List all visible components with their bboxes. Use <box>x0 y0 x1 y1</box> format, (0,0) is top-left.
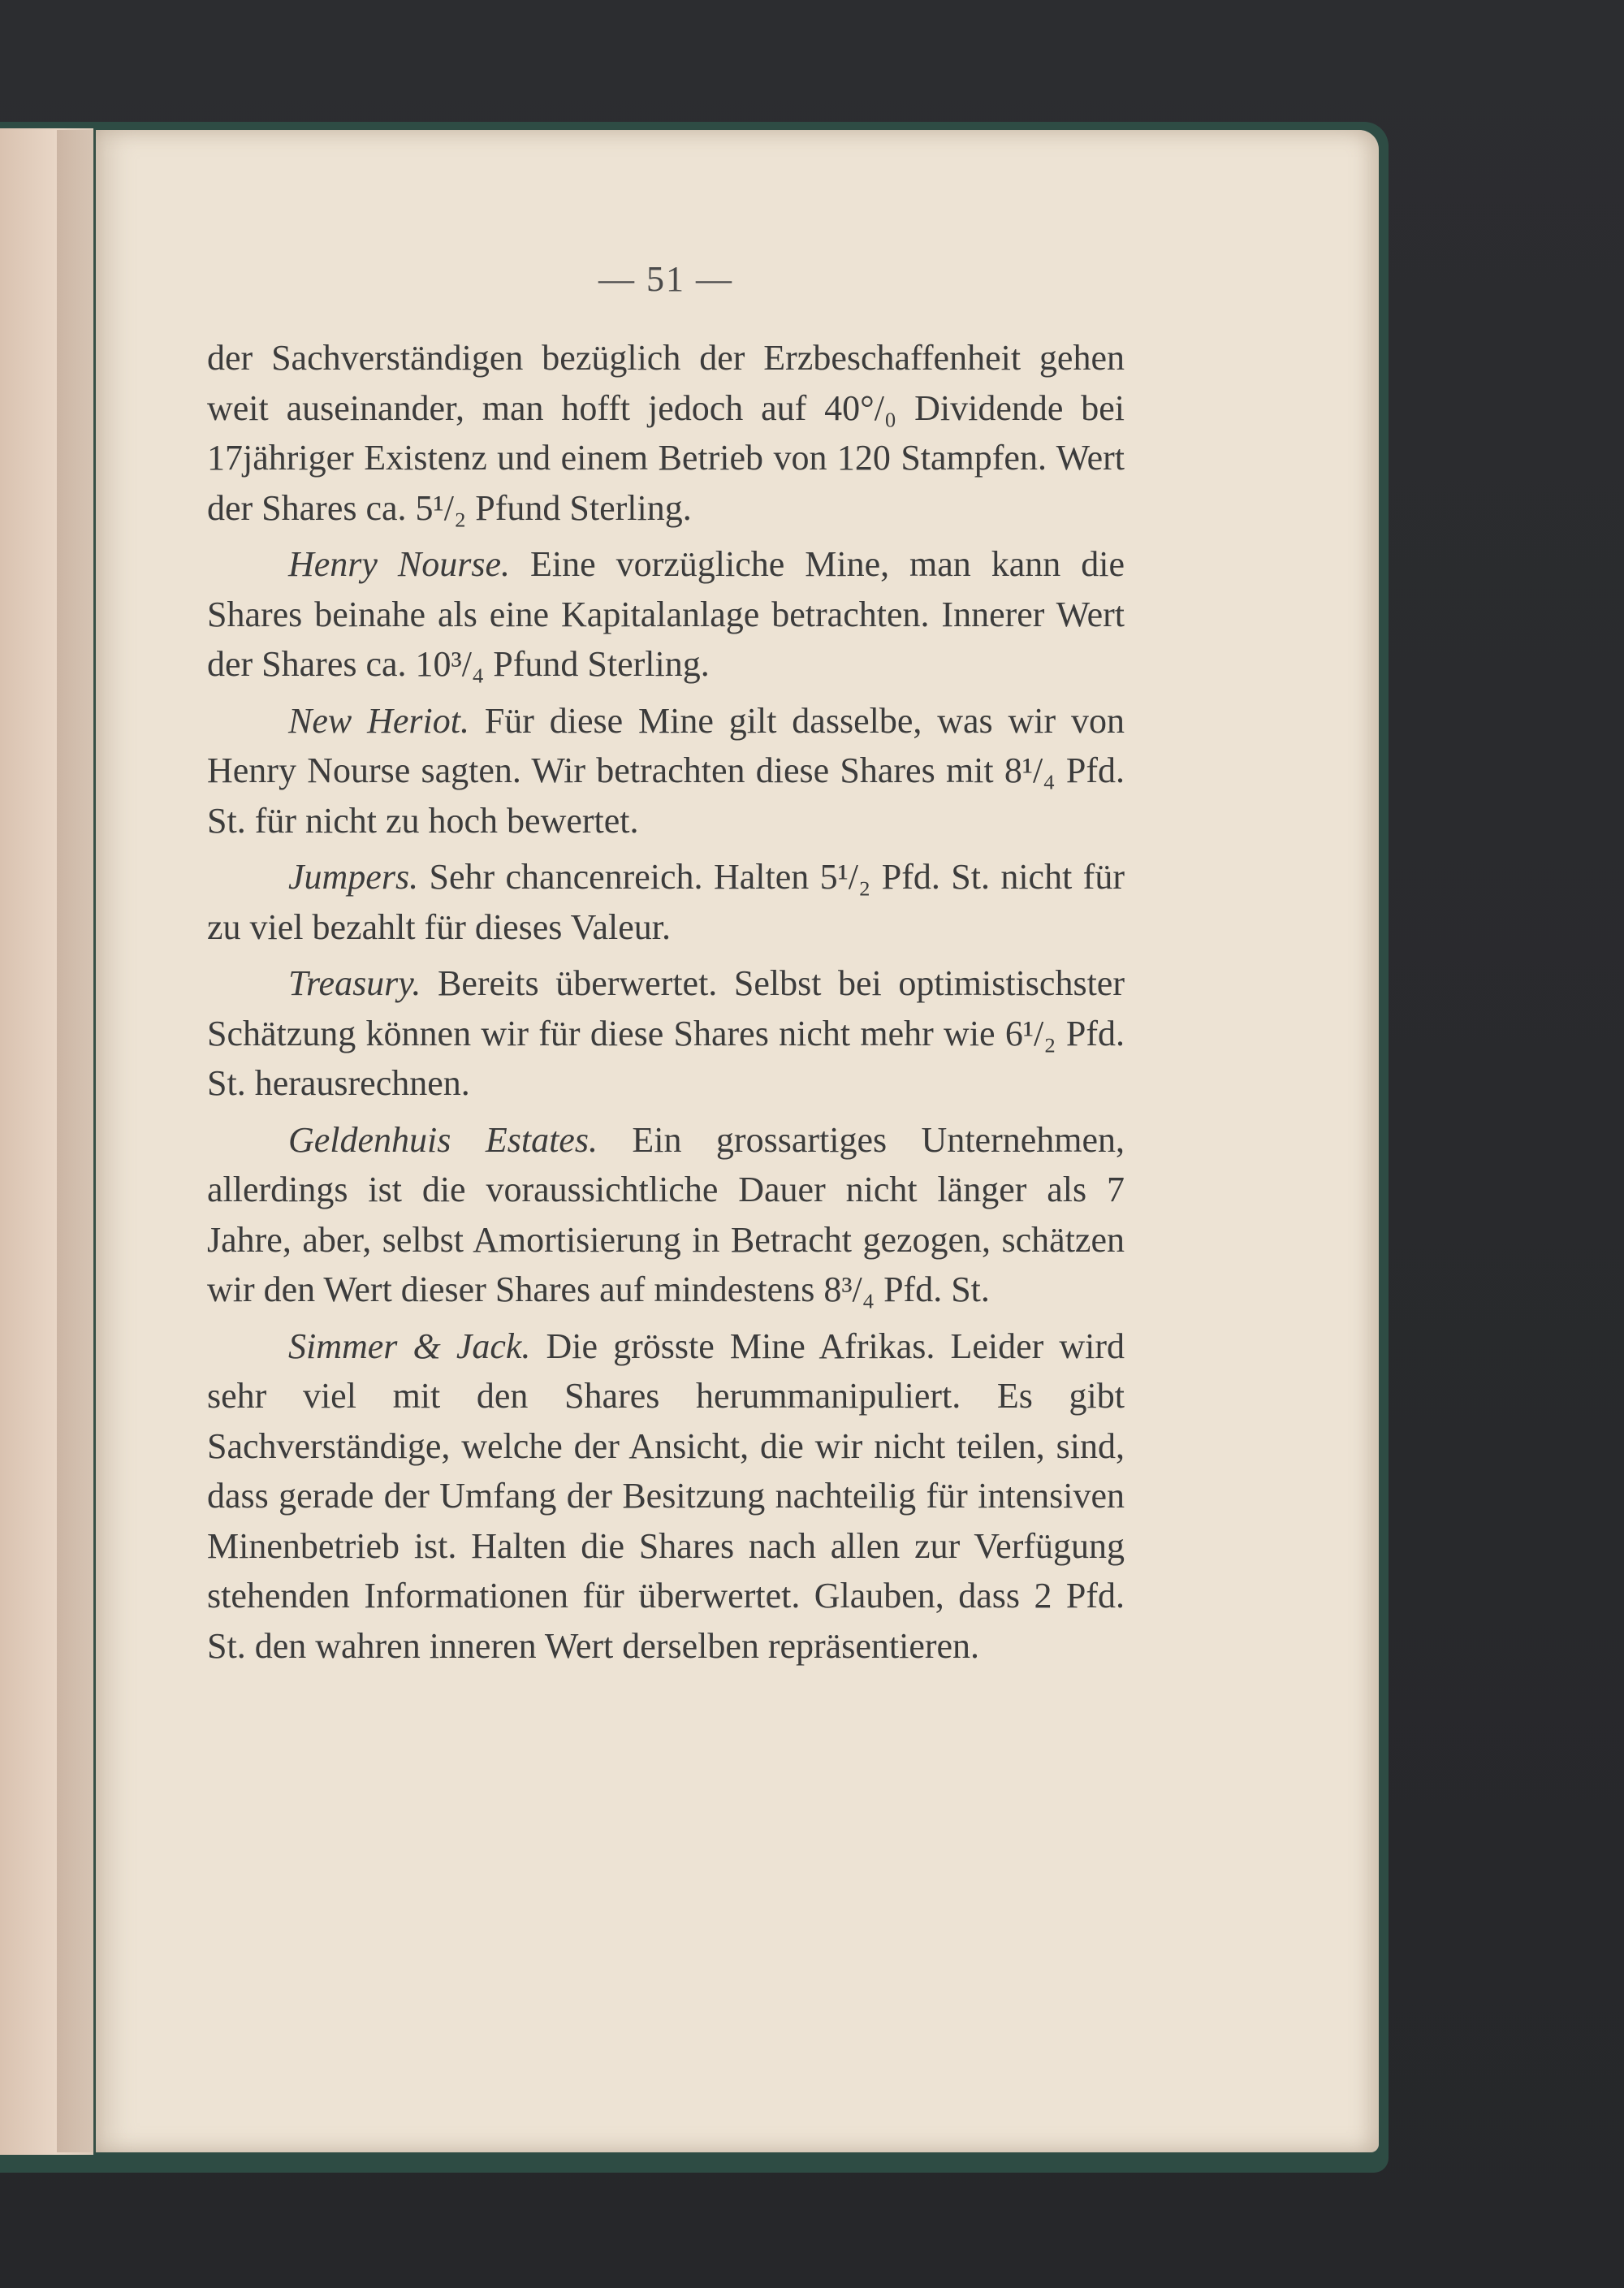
paragraph <box>207 696 1125 846</box>
body-text <box>207 333 1125 1677</box>
paragraph-text: der Sachverständigen bezüglich der Erzbeschaffenheit gehen weit auseinander, man hofft jedoch auf 40°/₀ Dividende bei 17jähriger Existenz und einem Betrieb von 120 Stampfen. Wert der Shares ca. 5¹/₂ Pfund Sterling. <box>207 338 1125 528</box>
paragraph-text: Die grösste Mine Afrikas. Leider wird sehr viel mit den Shares herummanipuliert. Es gibt Sachverständige, welche der Ansicht, die wir nicht teilen, sind, dass gerade der Umfang der Besitzung nachteilig für intensiven Minenbetrieb ist. Halten die Shares nach allen zur Verfügung stehenden Informationen für überwertet. Glauben, dass 2 Pfd. St. den wahren inneren Wert derselben repräsentieren. <box>207 1326 1125 1666</box>
paragraph <box>207 958 1125 1109</box>
mine-name: Simmer & Jack. <box>288 1326 531 1366</box>
mine-name: New Heriot. <box>288 700 469 741</box>
paragraph-text: Für diese Mine gilt dasselbe, was wir von Henry Nourse sagten. Wir betrachten diese Shares mit 8¹/₄ Pfd. St. für nicht zu hoch bewertet. <box>207 700 1125 841</box>
paragraph-text: Ein grossartiges Unternehmen, allerdings ist die voraussichtliche Dauer nicht länger als 7 Jahre, aber, selbst Amortisierung in Betracht gezogen, schätzen wir den Wert dieser Shares auf mindestens 8³/₄ Pfd. St. <box>207 1119 1125 1309</box>
page-gutter <box>57 130 106 2152</box>
paragraph <box>207 333 1125 533</box>
mine-name: Jumpers. <box>288 857 419 897</box>
paragraph <box>207 539 1125 690</box>
paragraph-text: Sehr chancenreich. Halten 5¹/₂ Pfd. St. nicht für zu viel bezahlt für dieses Valeur. <box>207 857 1125 947</box>
paragraph <box>207 1321 1125 1672</box>
paragraph-text: Eine vorzügliche Mine, man kann die Shares beinahe als eine Kapitalanlage betrachten. Innerer Wert der Shares ca. 10³/₄ Pfund Sterling. <box>207 544 1125 684</box>
mine-name: Treasury. <box>288 963 421 1003</box>
mine-name: Henry Nourse. <box>288 544 511 584</box>
page-number: — 51 — <box>598 259 733 299</box>
paragraph-text: Bereits überwertet. Selbst bei optimistischster Schätzung können wir für diese Shares nicht mehr wie 6¹/₂ Pfd. St. herausrechnen. <box>207 963 1125 1103</box>
paragraph <box>207 852 1125 952</box>
paragraph <box>207 1115 1125 1315</box>
mine-name: Geldenhuis Estates. <box>288 1119 598 1160</box>
